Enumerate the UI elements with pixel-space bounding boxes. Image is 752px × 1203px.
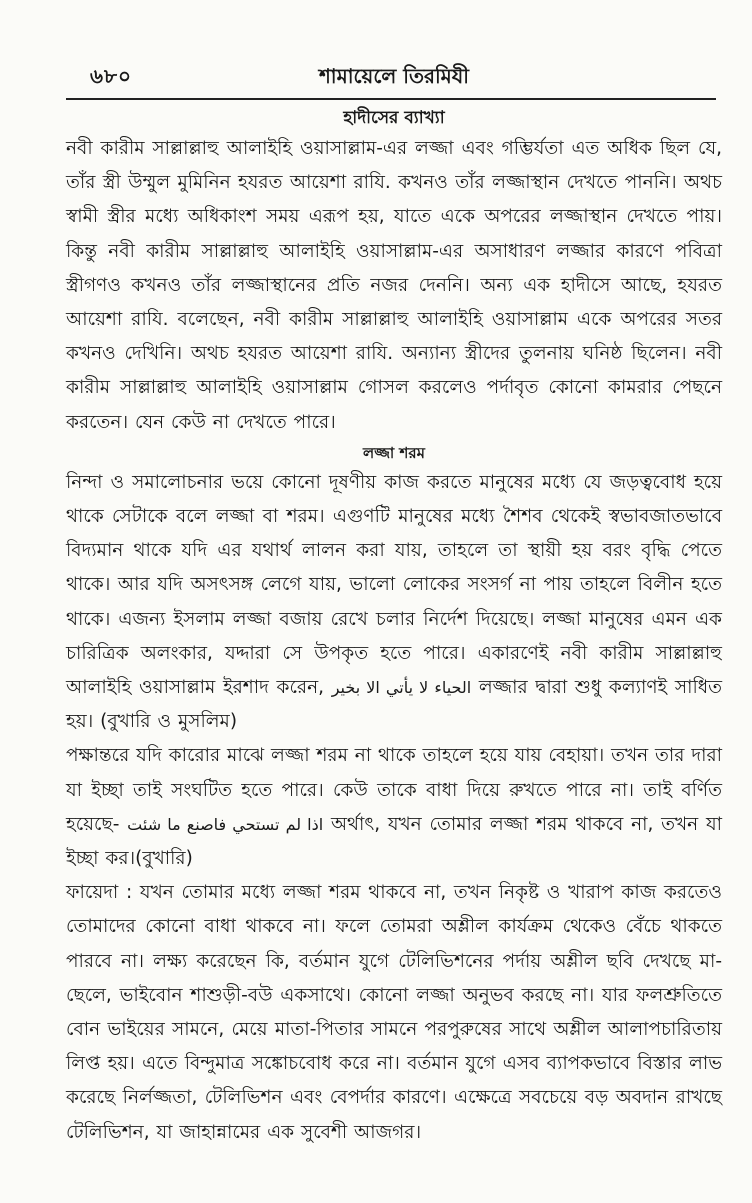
paragraph-modesty-intro	[66, 466, 722, 740]
paragraph-text: অর্থাৎ, যখন তোমার লজ্জা শরম থাকবে না, তখন যা ইচ্ছা কর।(বুখারি)	[66, 813, 723, 870]
paragraph-explanation: নবী কারীম সাল্লাল্লাহু আলাইহি ওয়াসাল্লাম-এর লজ্জা এবং গম্ভির্যতা এত অধিক ছিল যে, তাঁর স্ত্রী উম্মুল মুমিনিন হযরত আয়েশা রাযি. কখনও তাঁর লজ্জাস্থান দেখতে পাননি। অথচ স্বামী স্ত্রীর মধ্যে অধিকাংশ সময় এরূপ হয়, যাতে একে অপরের লজ্জাস্থান দেখতে পায়। কিন্তু নবী কারীম সাল্লাল্লাহু আলাইহি ওয়াসাল্লাম-এর অসাধারণ লজ্জার কারণে পবিত্রা স্ত্রীগণও কখনও তাঁর লজ্জাস্থানের প্রতি নজর দেননি। অন্য এক হাদীসে আছে, হযরত আয়েশা রাযি. বলেছেন, নবী কারীম সাল্লাল্লাহু আলাইহি ওয়াসাল্লাম একে অপরের সতর কখনও দেখিনি। অথচ হযরত আয়েশা রাযি. অন্যান্য স্ত্রীদের তুলনায় ঘনিষ্ঠ ছিলেন। নবী কারীম সাল্লাল্লাহু আলাইহি ওয়াসাল্লাম গোসল করলেও পর্দাবৃত কোনো কামরার পেছনে করতেন। যেন কেউ না দেখতে পারে।	[66, 138, 722, 433]
running-title: শামায়েলে তিরমিযী	[318, 64, 470, 88]
section-heading-modesty: লজ্জা শরম	[363, 443, 425, 462]
header-rule	[66, 98, 716, 100]
paragraph-shamelessness	[66, 739, 722, 876]
paragraph-text: নিন্দা ও সমালোচনার ভয়ে কোনো দূষণীয় কাজ করতে মানুষের মধ্যে যে জড়ত্ববোধ হয়ে থাকে সেটাকে বলে লজ্জা বা শরম। এগুণটি মানুষের মধ্যে শৈশব থেকেই স্বভাবজাতভাবে বিদ্যমান থাকে যদি এর যথার্থ লালন করা যায়, তাহলে তা স্থায়ী হয় বরং বৃদ্ধি পেতে থাকে। আর যদি অসৎসঙ্গ লেগে যায়, ভালো লোকের সংসর্গ না পায় তাহলে বিলীন হতে থাকে। এজন্য ইসলাম লজ্জা বজায় রেখে চলার নির্দেশ দিয়েছে। লজ্জা মানুষের এমন এক চারিত্রিক অলংকার, যদ্দারা সে উপকৃত হতে পারে। একারণেই নবী কারীম সাল্লাল্লাহু আলাইহি ওয়াসাল্লাম ইরশাদ করেন,	[66, 471, 722, 699]
paragraph-text: লজ্জার দ্বারা শুধু কল্যাণই সাধিত হয়। (বুখারি ও মুসলিম)	[66, 677, 722, 733]
paragraph-text: পক্ষান্তরে যদি কারোর মাঝে লজ্জা শরম না থাকে তাহলে হয়ে যায় বেহায়া। তখন তার দারা যা ইচ্ছা তাই সংঘটিত হতে পারে। কেউ তাকে বাধা দিয়ে রুখতে পারে না। তাই বর্ণিত হয়েছে-	[66, 745, 722, 835]
section-heading-hadith-explanation: হাদীসের ব্যাখ্যা	[343, 108, 445, 128]
page-body	[66, 104, 722, 1150]
paragraph-benefit: ফায়েদা : যখন তোমার মধ্যে লজ্জা শরম থাকবে না, তখন নিকৃষ্ট ও খারাপ কাজ করতেও তোমাদের কোনো বাধা থাকবে না। ফলে তোমরা অশ্লীল কার্যক্রম থেকেও বেঁচে থাকতে পারবে না। লক্ষ্য করেছেন কি, বর্তমান যুগে টেলিভিশনের পর্দায় অশ্লীল ছবি দেখছে মা-ছেলে, ভাইবোন শাশুড়ী-বউ একসাথে। কোনো লজ্জা অনুভব করছে না। যার ফলশ্রুতিতে বোন ভাইয়ের সামনে, মেয়ে মাতা-পিতার সামনে পরপুরুষের সাথে অশ্লীল আলাপচারিতায় লিপ্ত হয়। এতে বিন্দুমাত্র সঙ্কোচবোধ করে না। বর্তমান যুগে এসব ব্যাপকভাবে বিস্তার লাভ করেছে নির্লজ্জতা, টেলিভিশন এবং বেপর্দার কারণে। এক্ষেত্রে সবচেয়ে বড় অবদান রাখছে টেলিভিশন, যা জাহান্নামের এক সুবেশী আজগর।	[66, 882, 722, 1143]
page-number: ৬৮০	[90, 64, 132, 88]
arabic-quote-saying: اذا لم تستحي فاصنع ما شئت	[127, 814, 324, 834]
page-header	[66, 58, 722, 98]
arabic-quote-hadith: الحياء لا يأتي الا بخير	[331, 678, 472, 698]
